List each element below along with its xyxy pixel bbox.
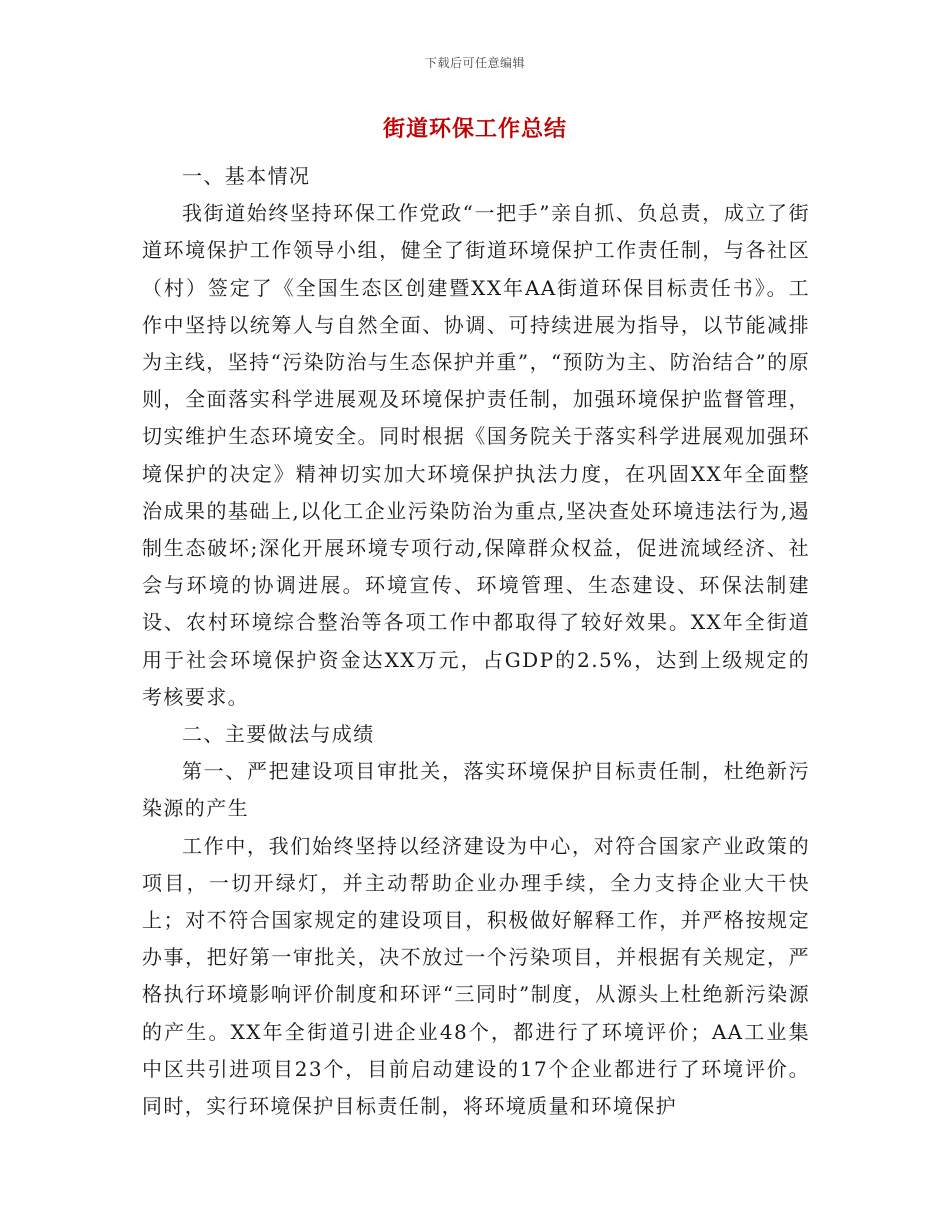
paragraph-project-approval: 工作中，我们始终坚持以经济建设为中心，对符合国家产业政策的项目，一切开绿灯，并主动帮助企业办理手续，全力支持企业大干快上；对不符合国家规定的建设项目，积极做好解释工作，并严格按规定办事，把好第一审批关，决不放过一个污染项目，并根据有关规定，严格执行环境影响评价制度和环评“三同时”制度，从源头上杜绝新污染源的产生。XX年全街道引进企业48个，都进行了环境评价；AA工业集中区共引进项目23个，目前启动建设的17个企业都进行了环境评价。同时，实行环境保护目标责任制，将环境质量和环境保护: [142, 833, 810, 1119]
document-body: [142, 158, 810, 1125]
section-heading-main-practices: 二、主要做法与成绩: [182, 722, 375, 747]
section-heading-basic-situation: 一、基本情况: [182, 164, 311, 188]
subheading-project-approval: 第一、严把建设项目审批关，落实环境保护目标责任制，杜绝新污染源的产生: [142, 759, 810, 821]
header-note: 下载后可任意编辑: [424, 56, 525, 70]
document-title: 街道环保工作总结: [382, 116, 567, 142]
paragraph-basic-situation: 我街道始终坚持环保工作党政“一把手”亲自抓、负总责，成立了街道环境保护工作领导小组，健全了街道环境保护工作责任制，与各社区（村）签定了《全国生态区创建暨XX年AA街道环保目标责任书》。工作中坚持以统筹人与自然全面、协调、可持续进展为指导，以节能减排为主线，坚持“污染防治与生态保护并重”，“预防为主、防治结合”的原则，全面落实科学进展观及环境保护责任制，加强环境保护监督管理，切实维护生态环境安全。同时根据《国务院关于落实科学进展观加强环境保护的决定》精神切实加大环境保护执法力度，在巩固XX年全面整治成果的基础上,以化工企业污染防治为重点,坚决查处环境违法行为,遏制生态破坏;深化开展环境专项行动,保障群众权益，促进流域经济、社会与环境的协调进展。环境宣传、环境管理、生态建设、环保法制建设、农村环境综合整治等各项工作中都取得了较好效果。XX年全街道用于社会环境保护资金达XX万元，占GDP的2.5%，达到上级规定的考核要求。: [142, 201, 810, 709]
